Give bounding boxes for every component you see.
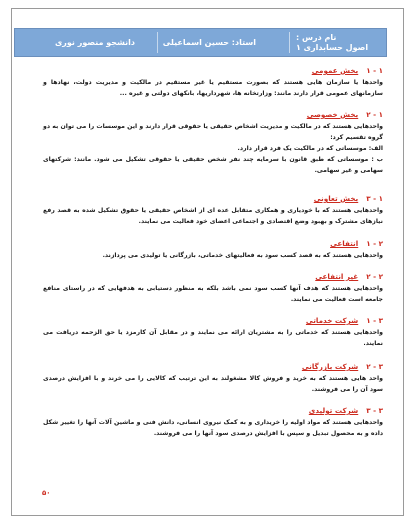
course-info (296, 29, 382, 56)
section-title-text: شرکت بازرگانی (301, 362, 359, 371)
course-name: اصول حسابداری ۱ (296, 42, 369, 52)
section-title-text: شرکت تولیدی (308, 406, 359, 415)
section-body: واحدهایی هستند که هدف آنها کسب سود نمی باشد بلکه به منظور دستیابی به هدفهایی که در راستای منافع جامعه است فعالیت می نمایند. (43, 285, 383, 303)
section (43, 406, 383, 439)
section-title-text: بخش عمومی (311, 66, 359, 75)
section-number: ۳ - ۲ (366, 362, 383, 371)
section-body: واحدهایی هستند که در مالکیت و مدیریت اشخاص حقیقی یا حقوقی قرار دارند و این موسسات را می توان به دو گروه تقسیم کرد: الف: موسساتی که در مالکیت یک فرد قرار دارد. ب : موسساتی که طبق قانون با سرمایه چند نفر شخص حقیقی یا حقوقی تشکیل می شود. مانند: شرکتهای سهامی و غیر سهامی. (43, 123, 383, 174)
section-title (43, 362, 383, 372)
section-number: ۳ - ۱ (366, 316, 383, 325)
section-body: واحدها یا سازمان هایی هستند که بصورت مستقیم یا غیر مستقیم در مالکیت و مدیریت دولت، نهادها و سازمانهای عمومی قرار دارند مانند: وزارتخانه ها، شهرداریها، بانکهای دولتی و غیره ... (43, 79, 383, 97)
section (43, 239, 383, 261)
section-title-text: بخش خصوصی (306, 110, 359, 119)
section-title (43, 194, 383, 204)
section-title-text: شرکت خدماتی (305, 316, 359, 325)
section (43, 110, 383, 176)
section-title (43, 110, 383, 120)
page-number: ۵۰ (42, 489, 51, 497)
section-number: ۱ - ۱ (366, 66, 383, 75)
student-name: دانشجو منصور نوری (54, 38, 135, 47)
section-title-text: غیر انتفاعی (315, 272, 359, 281)
section (43, 272, 383, 305)
section-body: واحدهایی هستند که با خودیاری و همکاری متقابل عده ای از اشخاص حقیقی یا حقوق تشکیل شده به قصد رفع نیازهای مشترک و بهبود وضع اقتصادی و اجتماعی اعضای خود فعالیت می نمایند. (43, 207, 383, 225)
section-number: ۲ - ۱ (366, 239, 383, 248)
section-title-text: بخش تعاونی (313, 194, 359, 203)
section-title (43, 239, 383, 249)
section-body: واحد هایی هستند که به خرید و فروش کالا مشغولند به این ترتیب که کالایی را می خرند و با افزایش درصدی سود آن را می فروشند. (43, 375, 383, 393)
course-label: نام درس : (296, 32, 337, 42)
section-body: واحدهایی هستند که به قصد کسب سود به فعالیتهای خدماتی، بازرگانی یا تولیدی می پردازند. (102, 252, 383, 259)
section-number: ۱ - ۳ (366, 194, 383, 203)
section-title (43, 406, 383, 416)
section (43, 66, 383, 99)
page-header (14, 28, 387, 57)
section-title (43, 272, 383, 282)
section-body: واحدهایی هستند که خدماتی را به مشتریان ارائه می نمایند و در مقابل آن کارمزد یا حق الزحمه دریافت می نمایند. (43, 329, 383, 347)
section-title-text: انتفاعی (330, 239, 359, 248)
section (43, 362, 383, 395)
section-number: ۱ - ۲ (366, 110, 383, 119)
header-divider (157, 32, 158, 53)
section-title (43, 66, 383, 76)
teacher-name: استاد: حسین اسماعیلی (162, 38, 256, 47)
section-number: ۲ - ۲ (366, 272, 383, 281)
header-divider (289, 32, 290, 53)
section-number: ۳ - ۳ (366, 406, 383, 415)
section (43, 316, 383, 349)
section-body: واحدهایی هستند که مواد اولیه را خریداری و به کمک نیروی انسانی، دانش فنی و ماشین آلات آنها را تغییر شکل داده و به محصول تبدیل و سپس با افزایش درصدی سود آنها را می فروشند. (43, 419, 383, 437)
section (43, 194, 383, 227)
section-title (43, 316, 383, 326)
